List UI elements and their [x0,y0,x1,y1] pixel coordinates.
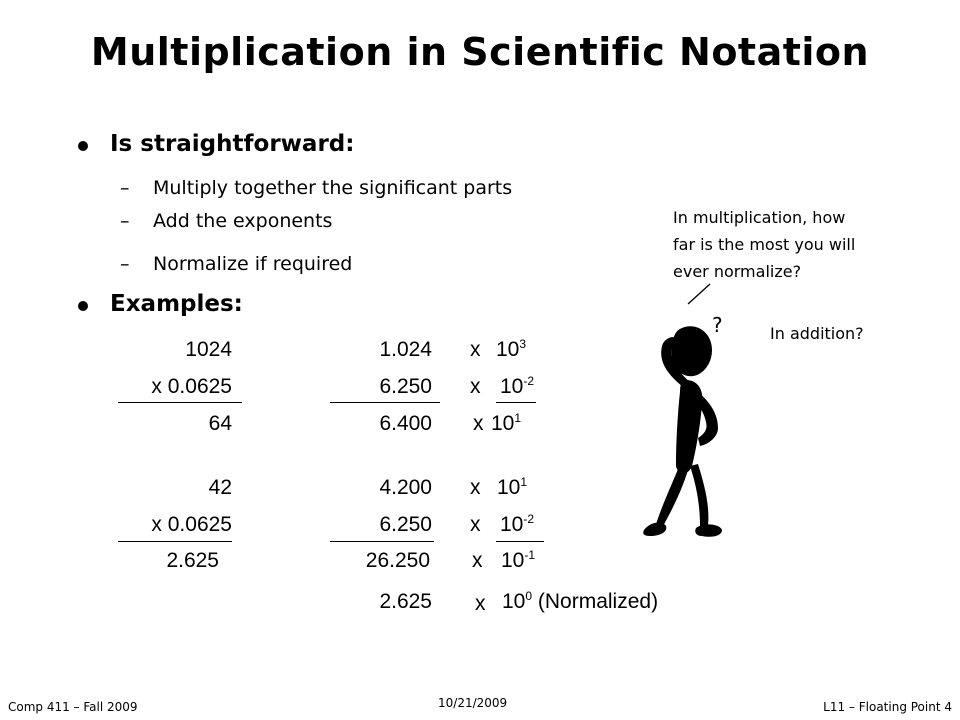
bullet-dot [78,301,88,311]
ex2-product: 2.625 [166,549,219,572]
dash-marker: – [120,210,130,232]
ex1-times-3: x [473,412,484,435]
sub-bullet-normalize: Normalize if required [153,253,353,275]
ex1-sig-2: 6.250 [379,375,432,398]
ex2-sig-1: 4.200 [379,476,432,499]
ex2-pow-2: $10^{-2}$ [500,512,535,536]
ex1-exp-rule [496,402,536,403]
thinking-figure-illustration [600,280,750,560]
footer-course: Comp 411 – Fall 2009 [8,700,138,714]
ex1-pow-1: $10^3$ [496,337,527,361]
addition-question: In addition? [770,324,864,343]
sub-bullet-multiply: Multiply together the significant parts [153,177,513,199]
ex2-sig-3: 26.250 [365,549,430,572]
ex2-times-1: x [470,476,481,499]
ex1-sig-rule [330,402,440,403]
dash-marker: – [120,253,130,275]
ex2-times-2: x [470,513,481,536]
side-question [673,204,855,285]
ex2-exp-rule [496,541,544,542]
slide-title: Multiplication in Scientific Notation [90,30,870,74]
ex2-sig-rule [330,541,434,542]
ex1-times-1: x [470,338,481,361]
ex2-times-3: x [472,549,483,572]
side-question-line: In multiplication, how [673,208,846,227]
sub-bullet-add: Add the exponents [153,210,333,232]
ex1-operand-b: x 0.0625 [151,375,232,398]
ex1-product: 64 [208,412,232,435]
ex1-pow-2: $10^{-2}$ [500,374,535,398]
ex1-sig-3: 6.400 [379,412,432,435]
ex2-left-rule [118,541,232,542]
bullet-examples: Examples: [110,291,243,317]
ex1-operand-a: 1024 [185,338,232,361]
ex2-pow-1: $10^1$ [497,475,528,499]
ex2-pow-4: $10^0$ (Normalized) [502,589,659,613]
side-question-line: far is the most you will [673,235,856,254]
ex1-times-2: x [470,375,481,398]
footer-date: 10/21/2009 [438,696,508,710]
ex1-sig-1: 1.024 [379,338,432,361]
ex1-left-rule [118,402,242,403]
ex1-pow-3: $10^1$ [491,411,522,435]
footer-slide-id: L11 – Floating Point 4 [823,700,952,714]
ex2-operand-a: 42 [208,476,232,499]
ex2-pow-3: $10^{-1}$ [501,548,536,572]
ex2-sig-4: 2.625 [379,590,432,613]
svg-text:?: ? [712,313,723,337]
bullet-straightforward: Is straightforward: [110,131,355,157]
ex2-sig-2: 6.250 [379,513,432,536]
side-question-line: ever normalize? [673,262,802,281]
ex2-times-4: x [475,592,486,615]
dash-marker: – [120,177,130,199]
ex2-operand-b: x 0.0625 [151,513,232,536]
bullet-dot [78,141,88,151]
